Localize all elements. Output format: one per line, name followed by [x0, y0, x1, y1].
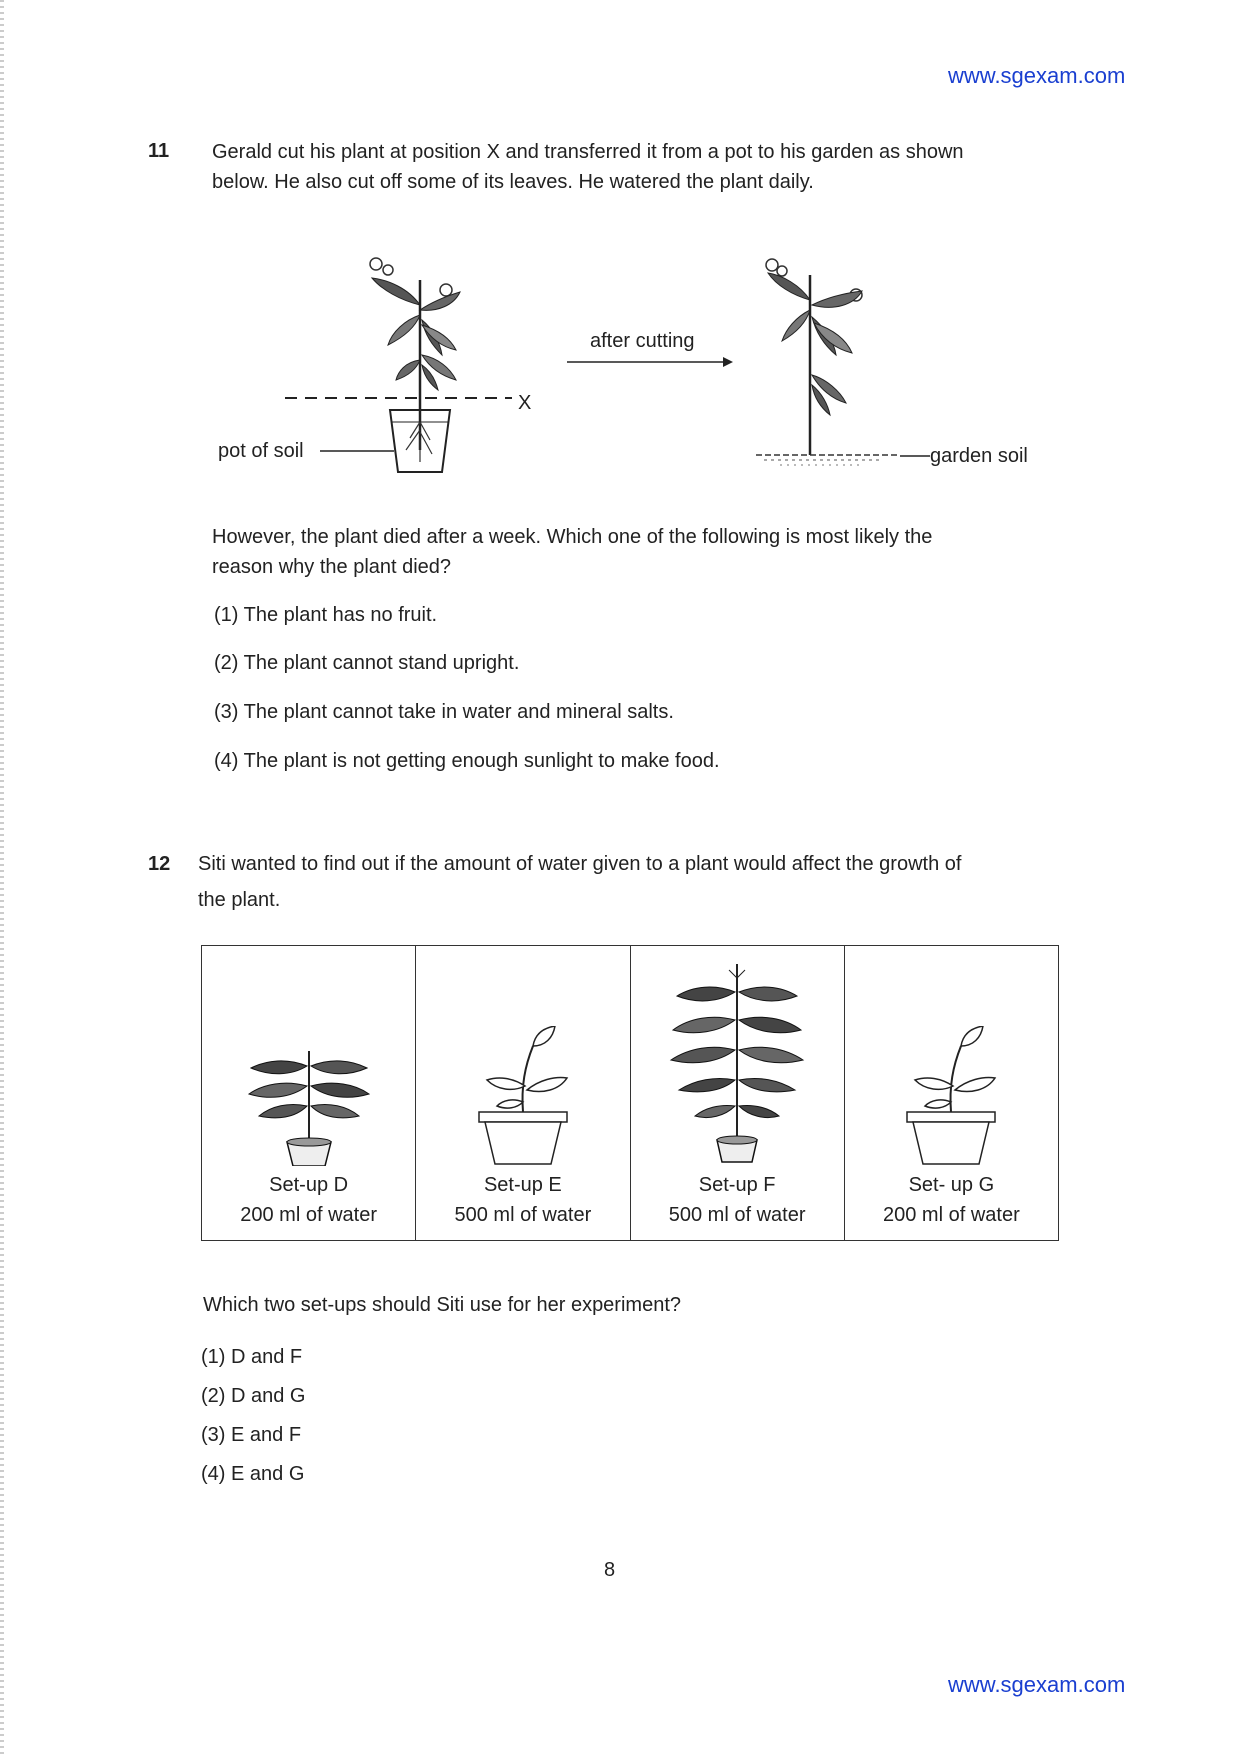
question-11-text-line2: below. He also cut off some of its leaves. He watered the plant daily. [212, 171, 814, 193]
q12-option-2[interactable]: (2) D and G [201, 1385, 306, 1407]
cut-plant-garden-diagram [750, 255, 930, 480]
setups-table [201, 945, 1059, 1241]
garden-soil-label: garden soil [930, 445, 1028, 467]
setup-e-cell [416, 946, 630, 1241]
pot-of-soil-label: pot of soil [218, 440, 304, 462]
question-12-text-line1: Siti wanted to find out if the amount of water given to a plant would affect the growth of [198, 853, 962, 875]
question-11-text-line1: Gerald cut his plant at position X and transferred it from a pot to his garden as shown [212, 141, 964, 163]
cut-position-label: X [518, 392, 532, 414]
setup-d-water: 200 ml of water [240, 1204, 377, 1226]
potted-plant-diagram [270, 250, 550, 480]
scan-edge [0, 0, 4, 1754]
q12-option-3[interactable]: (3) E and F [201, 1424, 302, 1446]
after-cutting-arrow-icon [565, 352, 735, 372]
after-cutting-label: after cutting [590, 330, 695, 352]
setup-e-name: Set-up E [483, 1174, 562, 1196]
setup-g-water: 200 ml of water [883, 1204, 1020, 1226]
setup-d-name: Set-up D [269, 1174, 349, 1196]
q11-option-3[interactable]: (3) The plant cannot take in water and mineral salts. [214, 701, 674, 723]
setup-d-cell [202, 946, 416, 1241]
page-number: 8 [604, 1559, 616, 1581]
q11-option-4[interactable]: (4) The plant is not getting enough sunlight to make food. [214, 750, 720, 772]
setup-f-cell [630, 946, 844, 1241]
question-11-prompt-line1: However, the plant died after a week. Which one of the following is most likely the [212, 526, 933, 548]
setup-e-water: 500 ml of water [454, 1204, 592, 1226]
bushy-plant-small-pot-icon [229, 1046, 389, 1166]
seedling-large-pot-icon [463, 1026, 583, 1166]
setup-g-name: Set- up G [908, 1174, 995, 1196]
tall-bushy-plant-small-pot-icon [657, 964, 817, 1164]
question-11-number: 11 [148, 140, 170, 162]
footer-url-link[interactable]: www.sgexam.com [948, 1672, 1126, 1697]
q12-option-1[interactable]: (1) D and F [201, 1346, 303, 1368]
question-11-prompt-line2: reason why the plant died? [212, 556, 452, 578]
question-12-prompt: Which two set-ups should Siti use for her experiment? [203, 1294, 681, 1316]
q11-option-2[interactable]: (2) The plant cannot stand upright. [214, 652, 520, 674]
setup-f-name: Set-up F [698, 1174, 776, 1196]
q11-option-1[interactable]: (1) The plant has no fruit. [214, 604, 438, 626]
q12-option-4[interactable]: (4) E and G [201, 1463, 305, 1485]
setup-f-water: 500 ml of water [668, 1204, 806, 1226]
setup-g-cell [844, 946, 1058, 1241]
question-12-number: 12 [148, 853, 171, 875]
question-12-text-line2: the plant. [198, 889, 281, 911]
seedling-large-pot-icon [891, 1026, 1011, 1166]
header-url-link[interactable]: www.sgexam.com [948, 63, 1126, 88]
